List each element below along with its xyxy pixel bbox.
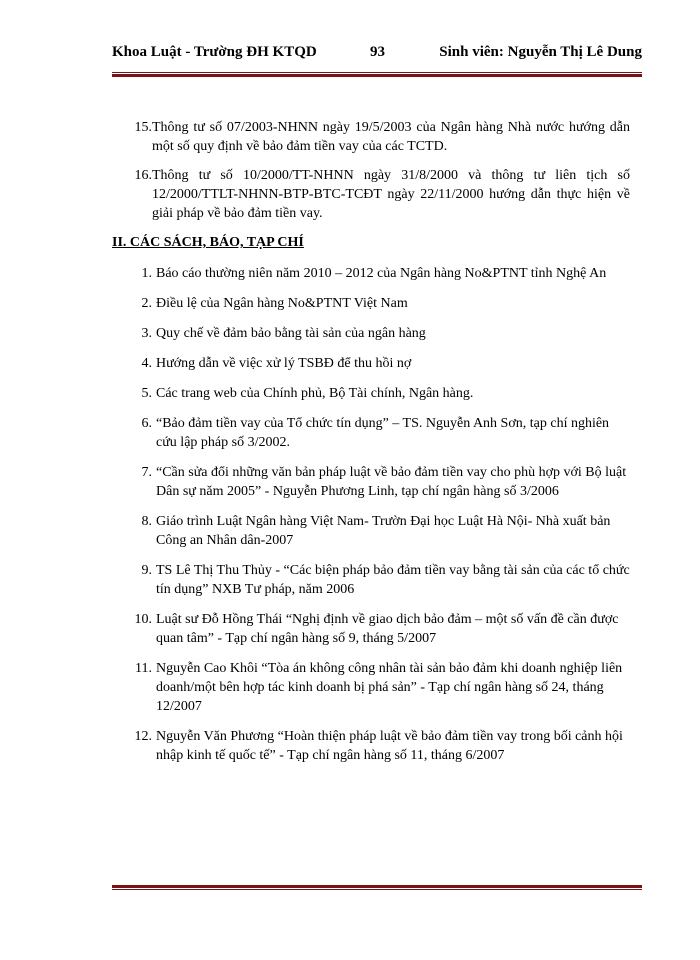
list-item: [112, 384, 630, 403]
item-number: 11.: [135, 661, 152, 676]
list-item: [112, 118, 630, 156]
item-text: Nguyễn Cao Khôi “Tòa án không công nhân tài sản bảo đảm khi doanh nghiệp liên doanh/một bên hợp tác kinh doanh bị phá sản” - Tạp chí ngân hàng số 24, tháng 12/2007: [156, 661, 623, 714]
list-item: [112, 414, 630, 452]
page-header: [112, 44, 642, 64]
list-item: [112, 610, 630, 648]
item-text: Điều lệ của Ngân hàng No&PTNT Việt Nam: [156, 296, 408, 311]
reference-list: [112, 264, 630, 765]
list-item: [112, 354, 630, 373]
item-number: 3.: [141, 326, 152, 341]
list-item: [112, 166, 630, 223]
item-number: 4.: [141, 356, 152, 371]
header-faculty: Khoa Luật - Trường ĐH KTQD: [112, 44, 317, 60]
list-item: [112, 264, 630, 283]
header-divider: [112, 72, 642, 77]
item-text: Nguyễn Văn Phương “Hoàn thiện pháp luật về bảo đảm tiền vay trong bối cảnh hội nhập kinh tế quốc tế” - Tạp chí ngân hàng số 11, tháng 6/2007: [156, 729, 623, 763]
page-number: 93: [370, 44, 385, 60]
list-item: [112, 324, 630, 343]
item-number: 5.: [141, 386, 152, 401]
item-number: 16.: [134, 168, 152, 183]
section-title: II. CÁC SÁCH, BÁO, TẠP CHÍ: [112, 235, 304, 250]
list-item: [112, 659, 630, 716]
page-content: [112, 118, 630, 776]
list-item: [112, 727, 630, 765]
item-text: Luật sư Đỗ Hồng Thái “Nghị định về giao dịch bảo đảm – một số vấn đề cần được quan tâm” - Tạp chí ngân hàng số 9, tháng 5/2007: [156, 612, 619, 646]
item-number: 12.: [134, 729, 152, 744]
item-text: Hướng dẫn về việc xử lý TSBĐ để thu hồi nợ: [156, 356, 412, 371]
item-text: “Bảo đảm tiền vay của Tổ chức tín dụng” – TS. Nguyễn Anh Sơn, tạp chí nghiên cứu lập pháp số 3/2002.: [156, 416, 610, 450]
item-number: 1.: [141, 266, 152, 281]
item-text: Quy chế về đảm bảo bằng tài sản của ngân hàng: [156, 326, 426, 341]
item-number: 9.: [141, 563, 152, 578]
item-number: 10.: [134, 612, 152, 627]
item-number: 7.: [141, 465, 152, 480]
list-item: [112, 294, 630, 313]
item-text: Các trang web của Chính phủ, Bộ Tài chính, Ngân hàng.: [156, 386, 474, 401]
item-text: Giáo trình Luật Ngân hàng Việt Nam- Trườn Đại học Luật Hà Nội- Nhà xuất bản Công an Nhân dân-2007: [156, 514, 611, 548]
header-student: Sinh viên: Nguyễn Thị Lê Dung: [439, 44, 642, 60]
item-text: Thông tư số 07/2003-NHNN ngày 19/5/2003 của Ngân hàng Nhà nước hướng dẫn một số quy định về bảo đảm tiền vay của các TCTD.: [152, 120, 630, 154]
list-item: [112, 463, 630, 501]
list-item: [112, 561, 630, 599]
item-number: 2.: [141, 296, 152, 311]
footer-divider: [112, 884, 642, 890]
item-text: “Cần sửa đổi những văn bản pháp luật về bảo đảm tiền vay cho phù hợp với Bộ luật Dân sự năm 2005” - Nguyễn Phương Linh, tạp chí ngân hàng số 3/2006: [156, 465, 627, 499]
item-number: 8.: [141, 514, 152, 529]
item-number: 6.: [141, 416, 152, 431]
item-text: Báo cáo thường niên năm 2010 – 2012 của Ngân hàng No&PTNT tỉnh Nghệ An: [156, 266, 607, 281]
list-item: [112, 512, 630, 550]
reference-list-continued: [112, 118, 630, 223]
item-text: TS Lê Thị Thu Thủy - “Các biện pháp bảo đảm tiền vay bằng tài sản của các tổ chức tín dụng” NXB Tư pháp, năm 2006: [156, 563, 630, 597]
item-text: Thông tư số 10/2000/TT-NHNN ngày 31/8/2000 và thông tư liên tịch số 12/2000/TTLT-NHNN-BTP-BTC-TCĐT ngày 22/11/2000 hướng dẫn thực hiện về giải pháp về bảo đảm tiền vay.: [152, 168, 630, 221]
item-number: 15.: [134, 120, 152, 135]
